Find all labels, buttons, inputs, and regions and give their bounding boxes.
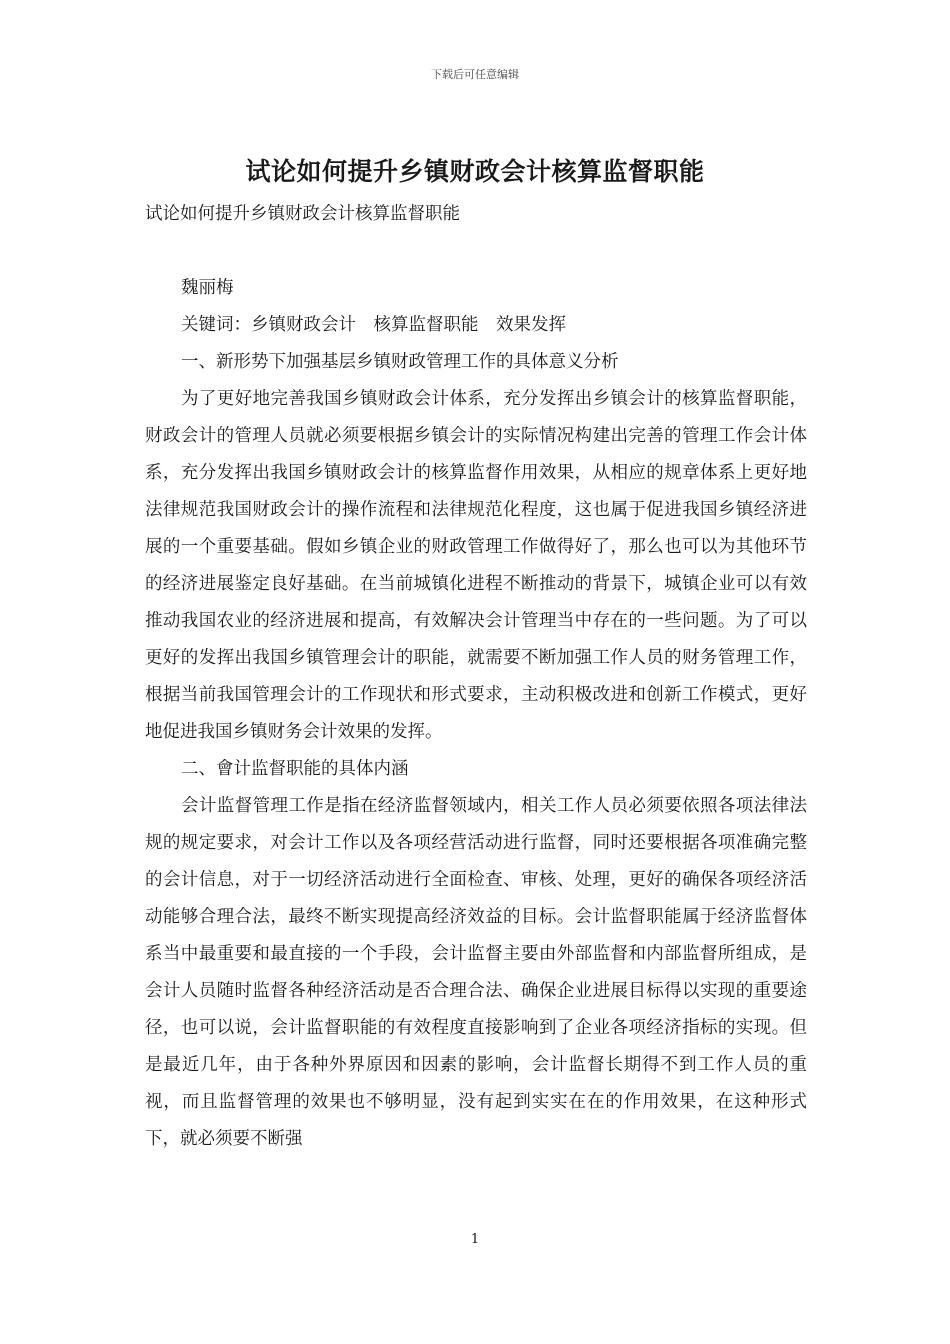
header-note: 下载后可任意编辑 <box>431 68 519 81</box>
author-name: 魏丽梅 <box>181 278 234 298</box>
paragraph-2: 会计监督管理工作是指在经济监督领域内，相关工作人员必须要依照各项法律法规的规定要求，对会计工作以及各项经营活动进行监督，同时还要根据各项准确完整的会计信息，对于一切经济活动进行全面检查、审核、处理，更好的确保各项经济活动能够合理合法，最终不断实现提高经济效益的目标。会计监督职能属于经济监督体系当中最重要和最直接的一个手段，会计监督主要由外部监督和内部监督所组成，是会计人员随时监督各种经济活动是否合理合法、确保企业进展目标得以实现的重要途径，也可以说，会计监督职能的有效程度直接影响到了企业各项经济指标的实现。但是最近几年，由于各种外界原因和因素的影响，会计监督长期得不到工作人员的重视，而且监督管理的效果也不够明显，没有起到实实在在的作用效果，在这种形式下，就必须要不断强 <box>145 796 807 1149</box>
blank-line <box>145 233 807 270</box>
section-heading-1: 一、新形势下加强基层乡镇财政管理工作的具体意义分析 <box>181 352 619 372</box>
page-number: 1 <box>470 1232 480 1247</box>
document-body <box>145 196 807 1158</box>
keywords-line: 关键词：乡镇财政会计 核算监督职能 效果发挥 <box>181 315 566 335</box>
paragraph-1: 为了更好地完善我国乡镇财政会计体系，充分发挥出乡镇会计的核算监督职能，财政会计的管理人员就必须要根据乡镇会计的实际情况构建出完善的管理工作会计体系，充分发挥出我国乡镇财政会计的核算监督作用效果，从相应的规章体系上更好地法律规范我国财政会计的操作流程和法律规范化程度，这也属于促进我国乡镇经济进展的一个重要基础。假如乡镇企业的财政管理工作做得好了，那么也可以为其他环节的经济进展鉴定良好基础。在当前城镇化进程不断推动的背景下，城镇企业可以有效推动我国农业的经济进展和提高，有效解决会计管理当中存在的一些问题。为了可以更好的发挥出我国乡镇管理会计的职能，就需要不断加强工作人员的财务管理工作，根据当前我国管理会计的工作现状和形式要求，主动积极改进和创新工作模式，更好地促进我国乡镇财务会计效果的发挥。 <box>145 389 807 742</box>
document-subtitle: 试论如何提升乡镇财政会计核算监督职能 <box>145 204 460 224</box>
document-title: 试论如何提升乡镇财政会计核算监督职能 <box>245 157 705 186</box>
section-heading-2: 二、會计监督职能的具体内涵 <box>181 759 409 779</box>
